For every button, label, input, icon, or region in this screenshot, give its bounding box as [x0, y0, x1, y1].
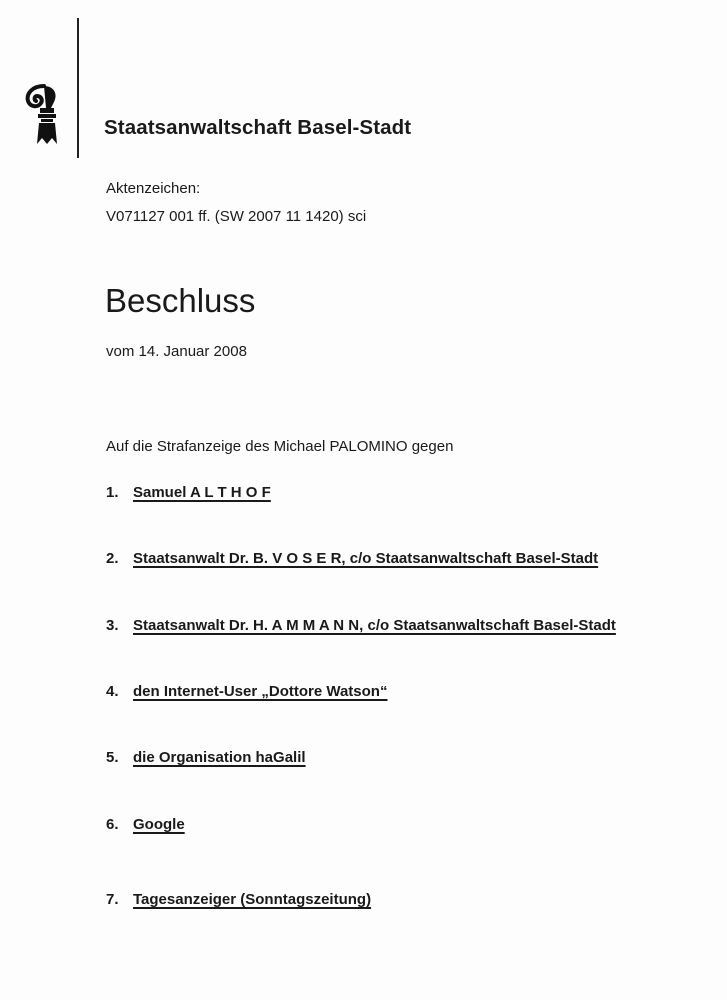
party-item	[106, 550, 598, 567]
authority-name: Staatsanwaltschaft Basel-Stadt	[104, 116, 412, 139]
party-item	[106, 484, 271, 501]
reference-number: V071127 001 ff. (SW 2007 11 1420) sci	[106, 208, 367, 225]
party-item	[106, 617, 616, 634]
party-number: 1.	[106, 484, 119, 501]
party-name: Staatsanwalt Dr. B. V O S E R, c/o Staatsanwaltschaft Basel-Stadt	[133, 550, 599, 567]
party-item	[106, 816, 185, 833]
party-number: 3.	[106, 617, 119, 634]
party-number: 7.	[106, 891, 119, 908]
party-number: 5.	[106, 749, 119, 766]
party-number: 4.	[106, 683, 119, 700]
party-name: Google	[133, 816, 185, 833]
party-name: den Internet-User „Dottore Watson“	[133, 683, 388, 700]
party-name: die Organisation haGalil	[133, 749, 306, 766]
party-number: 6.	[106, 816, 119, 833]
party-item	[106, 683, 387, 700]
party-name: Samuel A L T H O F	[133, 484, 271, 501]
reference-label: Aktenzeichen:	[106, 180, 201, 197]
party-number: 2.	[106, 550, 119, 567]
party-name: Tagesanzeiger (Sonntagszeitung)	[133, 891, 372, 908]
document-date: vom 14. Januar 2008	[106, 343, 247, 360]
party-item	[106, 749, 306, 766]
complaint-intro: Auf die Strafanzeige des Michael PALOMINO gegen	[106, 438, 454, 455]
header-divider	[77, 18, 79, 158]
party-item	[106, 891, 371, 908]
party-name: Staatsanwalt Dr. H. A M M A N N, c/o Staatsanwaltschaft Basel-Stadt	[133, 617, 616, 634]
document-title: Beschluss	[105, 282, 256, 319]
basel-crosier-icon	[24, 84, 64, 146]
